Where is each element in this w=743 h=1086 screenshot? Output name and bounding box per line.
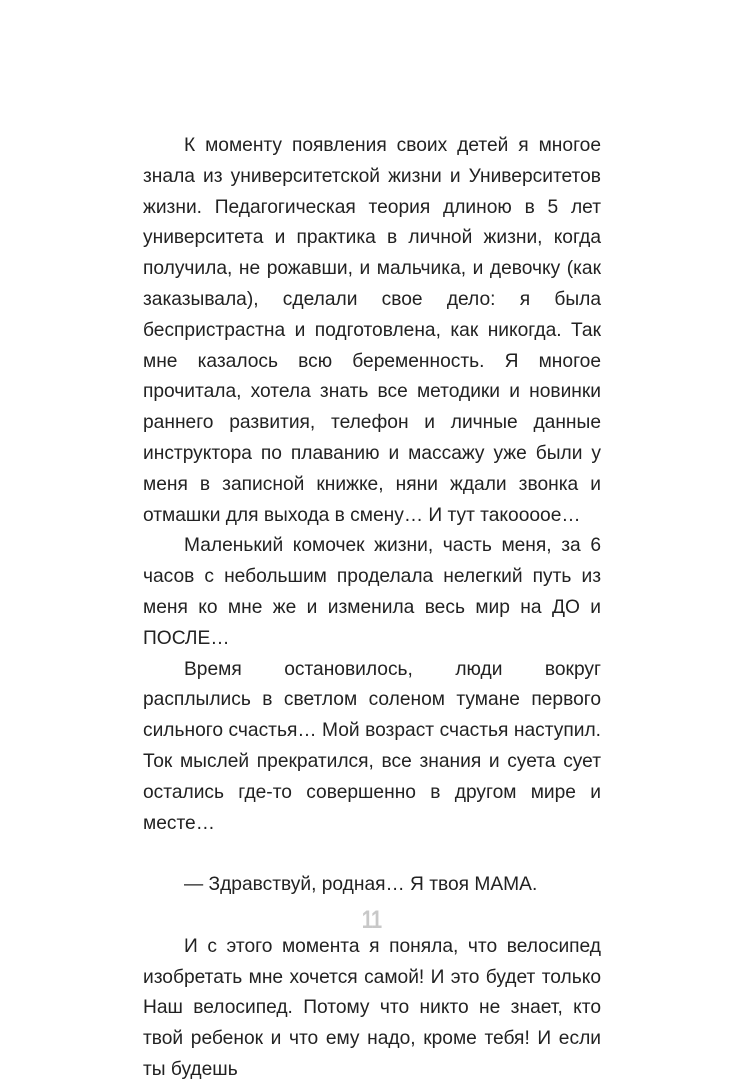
- page-number: 11: [361, 906, 382, 934]
- body-text: [143, 131, 601, 1086]
- dialogue-line: — Здравствуй, родная… Я твоя МАМА.: [184, 874, 538, 896]
- paragraph-5: И с этого момента я поняла, что велосипед изобретать мне хочется самой! И это будет только Наш велосипед. Потому что никто не знает, кто твой ребенок и что ему надо, кроме тебя! И если ты будешь: [143, 935, 601, 1080]
- paragraph-1: К моменту появления своих детей я многое знала из университетской жизни и Университетов жизни. Педагогическая теория длиною в 5 лет университета и практика в личной жизни, когда получила, не рожавши, и мальчика, и девочку (как заказывала), сделали свое дело: я была беспристрастна и подготовлена, как никогда. Так мне казалось всю беременность. Я многое прочитала, хотела знать все методики и новинки раннего развития, телефон и личные данные инструктора по плаванию и массажу уже были у меня в записной книжке, няни ждали звонка и отмашки для выхода в смену… И тут такоооое…: [143, 135, 601, 526]
- paragraph-3: Время остановилось, люди вокруг расплылись в светлом соленом тумане первого сильного счастья… Мой возраст счастья наступил. Ток мыслей прекратился, все знания и суета сует остались где-то совершенно в другом мире и месте…: [143, 658, 601, 834]
- paragraph-2: Маленький комочек жизни, часть меня, за 6 часов с небольшим проделала нелегкий путь из меня ко мне же и изменила весь мир на ДО и ПОСЛЕ…: [143, 535, 601, 649]
